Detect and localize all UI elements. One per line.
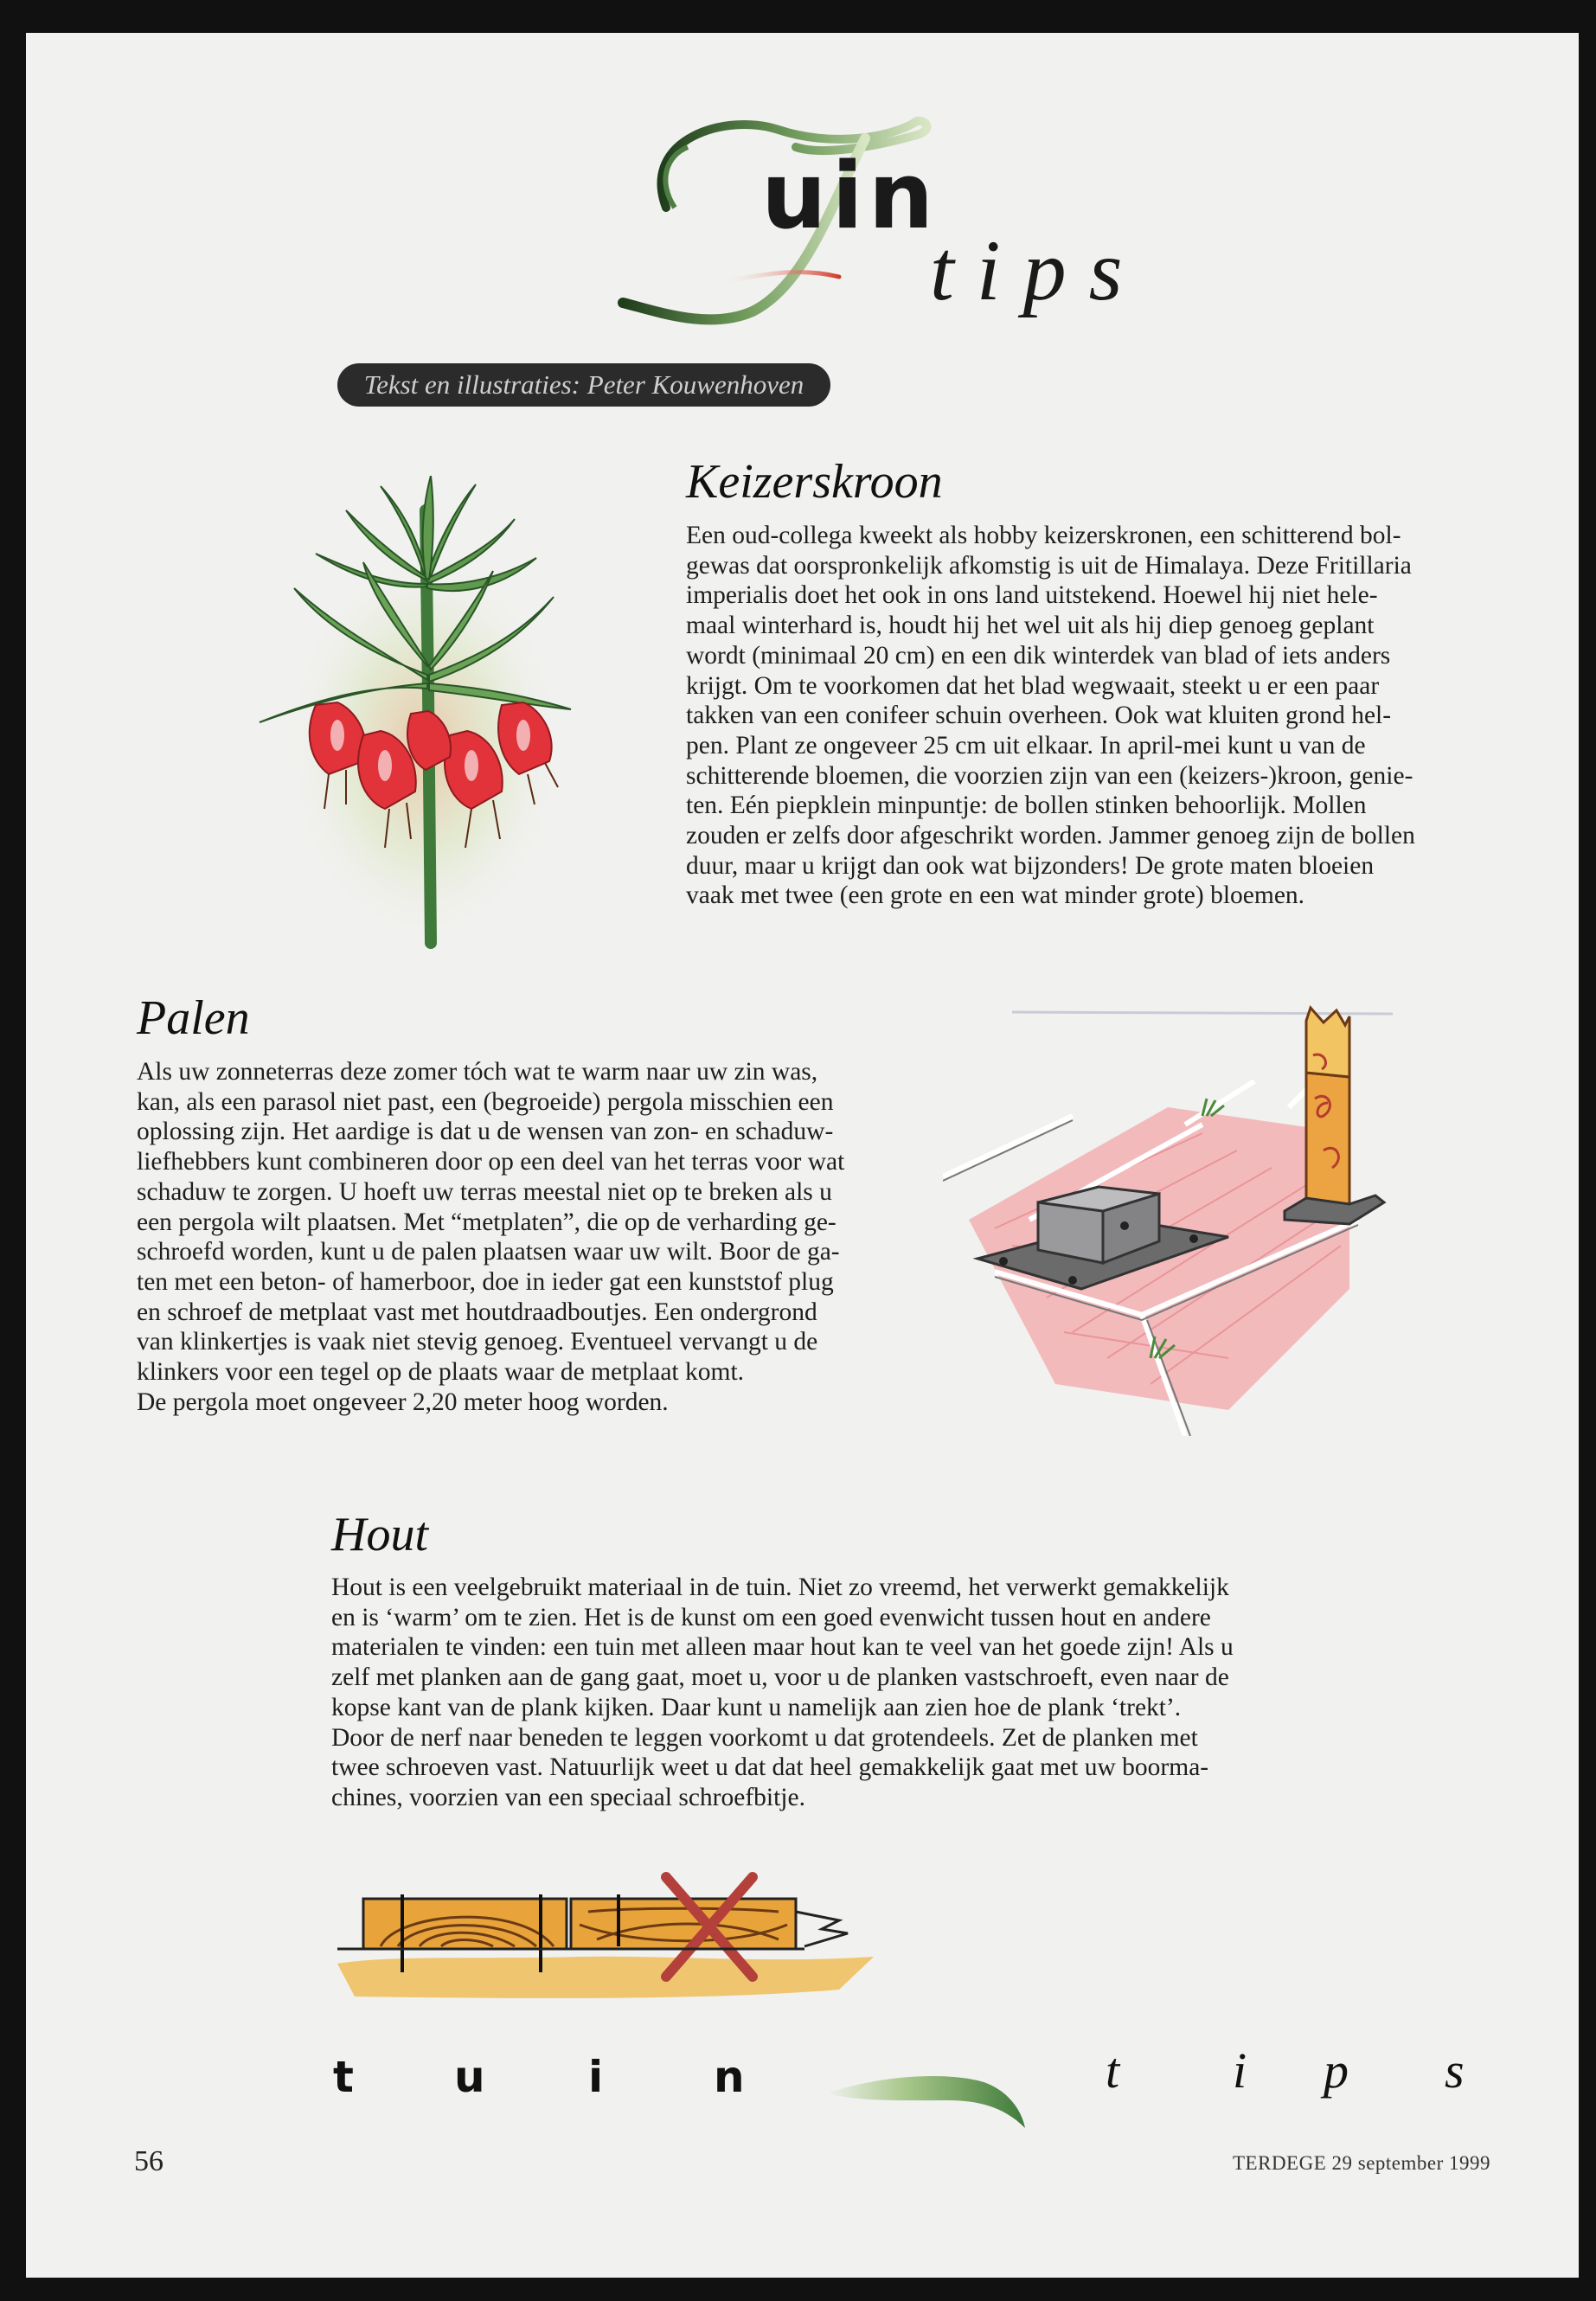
- text-line: en is ‘warm’ om te zien. Het is de kunst om een goed evenwicht tussen hout en andere: [331, 1603, 1211, 1631]
- text-line: schaduw te zorgen. U hoeft uw terras meestal niet op te breken als u: [137, 1177, 832, 1206]
- metal-post-plate-illustration: [943, 1003, 1427, 1436]
- publication-line: TERDEGE 29 september 1999: [1233, 2152, 1491, 2174]
- footer-letter: i: [588, 2052, 604, 2102]
- hout-text: [331, 1573, 1317, 1813]
- text-line: liefhebbers kunt combineren door op een deel van het terras voor wat: [137, 1148, 845, 1176]
- text-line: gewas dat oorspronkelijk afkomstig is uit de Himalaya. Deze Fritillaria: [686, 551, 1412, 580]
- text-line: duur, maar u krijgt dan ook wat bijzonders! De grote maten bloeien: [686, 851, 1375, 880]
- text-line: zelf met planken aan de gang gaat, moet u, voor u de planken vastschroeft, even naar de: [331, 1663, 1229, 1692]
- credit-line: Tekst en illustraties: Peter Kouwenhoven: [337, 363, 830, 407]
- text-line: Hout is een veelgebruikt materiaal in de tuin. Niet zo vreemd, het verwerkt gemakkelijk: [331, 1574, 1229, 1601]
- section-title-palen: Palen: [137, 991, 250, 1045]
- text-line: materialen te vinden: een tuin met alleen maar hout kan te veel van het goede zijn! Als u: [331, 1633, 1234, 1662]
- footer-letter: t: [333, 2052, 354, 2102]
- text-line: imperialis doet het ook in ons land uitstekend. Hoewel hij niet hele-: [686, 581, 1378, 610]
- text-line: maal winterhard is, houdt hij het wel uit als hij diep genoeg geplant: [686, 612, 1375, 640]
- text-line: van klinkertjes is vaak niet stevig genoeg. Eventueel vervangt u de: [137, 1328, 818, 1356]
- text-line: ten met een beton- of hamerboor, doe in ieder gat een kunststof plug: [137, 1267, 834, 1296]
- text-line: chines, voorzien van een speciaal schroefbitje.: [331, 1783, 805, 1811]
- text-line: wordt (minimaal 20 cm) en een dik winterdek van blad of iets anders: [686, 641, 1391, 670]
- palen-text: [137, 1057, 933, 1417]
- text-line: schitterende bloemen, die voorzien zijn van een (keizers-)kroon, genie-: [686, 761, 1413, 790]
- text-line: vaak met twee (een grote en een wat minder grote) bloemen.: [686, 881, 1305, 910]
- wood-planks-illustration: [320, 1860, 891, 2007]
- text-line: schroefd worden, kunt u de palen plaatsen waar uw wilt. Boor de ga-: [137, 1238, 840, 1266]
- logo-word-tips: tips: [930, 222, 1145, 318]
- text-line: klinkers voor een tegel op de plaats waar de metplaat komt.: [137, 1358, 745, 1387]
- footer-letter: t: [1106, 2042, 1120, 2099]
- footer-letter: s: [1445, 2042, 1465, 2099]
- text-line: takken van een conifeer schuin overheen. Ook wat kluiten grond hel-: [686, 702, 1392, 730]
- text-line: kan, als een parasol niet past, een (begroeide) pergola misschien een: [137, 1087, 834, 1116]
- footer-letter: n: [714, 2052, 745, 2102]
- text-line: pen. Plant ze ongeveer 25 cm uit elkaar. In april-mei kunt u van de: [686, 731, 1366, 760]
- text-line: kopse kant van de plank kijken. Daar kunt u namelijk aan zien hoe de plank ‘trekt’.: [331, 1693, 1182, 1721]
- text-line: zouden er zelfs door afgeschrikt worden. Jammer genoeg zijn de bollen: [686, 822, 1415, 850]
- text-line: Een oud-collega kweekt als hobby keizerskronen, een schitterend bol-: [686, 522, 1401, 549]
- text-line: twee schroeven vast. Natuurlijk weet u dat dat heel gemakkelijk gaat met uw boorma-: [331, 1753, 1209, 1782]
- text-line: De pergola moet ongeveer 2,20 meter hoog worden.: [137, 1388, 669, 1416]
- keizerskroon-text: [686, 521, 1466, 911]
- section-title-hout: Hout: [331, 1508, 428, 1561]
- footer-letter: i: [1233, 2042, 1247, 2099]
- text-line: Als uw zonneterras deze zomer tóch wat te warm naar uw zin was,: [137, 1058, 818, 1086]
- logo-word-tuin: uin: [761, 143, 939, 249]
- section-title-keizerskroon: Keizerskroon: [686, 455, 943, 509]
- text-line: een pergola wilt plaatsen. Met “metplaten”, die op de verharding ge-: [137, 1208, 836, 1236]
- leaf-swoosh-icon: [826, 2067, 1029, 2137]
- page-number: 56: [134, 2145, 163, 2177]
- footer-letter: p: [1324, 2042, 1349, 2099]
- crown-imperial-flower-illustration: [242, 476, 580, 960]
- text-line: ten. Eén piepklein minpuntje: de bollen stinken behoorlijk. Mollen: [686, 792, 1367, 820]
- footer-letter: u: [454, 2052, 485, 2102]
- text-line: en schroef de metplaat vast met houtdraadboutjes. Een ondergrond: [137, 1298, 817, 1326]
- text-line: Door de nerf naar beneden te leggen voorkomt u dat grotendeels. Zet de planken met: [331, 1723, 1198, 1752]
- text-line: oplossing zijn. Het aardige is dat u de wensen van zon- en schaduw-: [137, 1118, 834, 1146]
- text-line: krijgt. Om te voorkomen dat het blad wegwaait, steekt u er een paar: [686, 671, 1380, 700]
